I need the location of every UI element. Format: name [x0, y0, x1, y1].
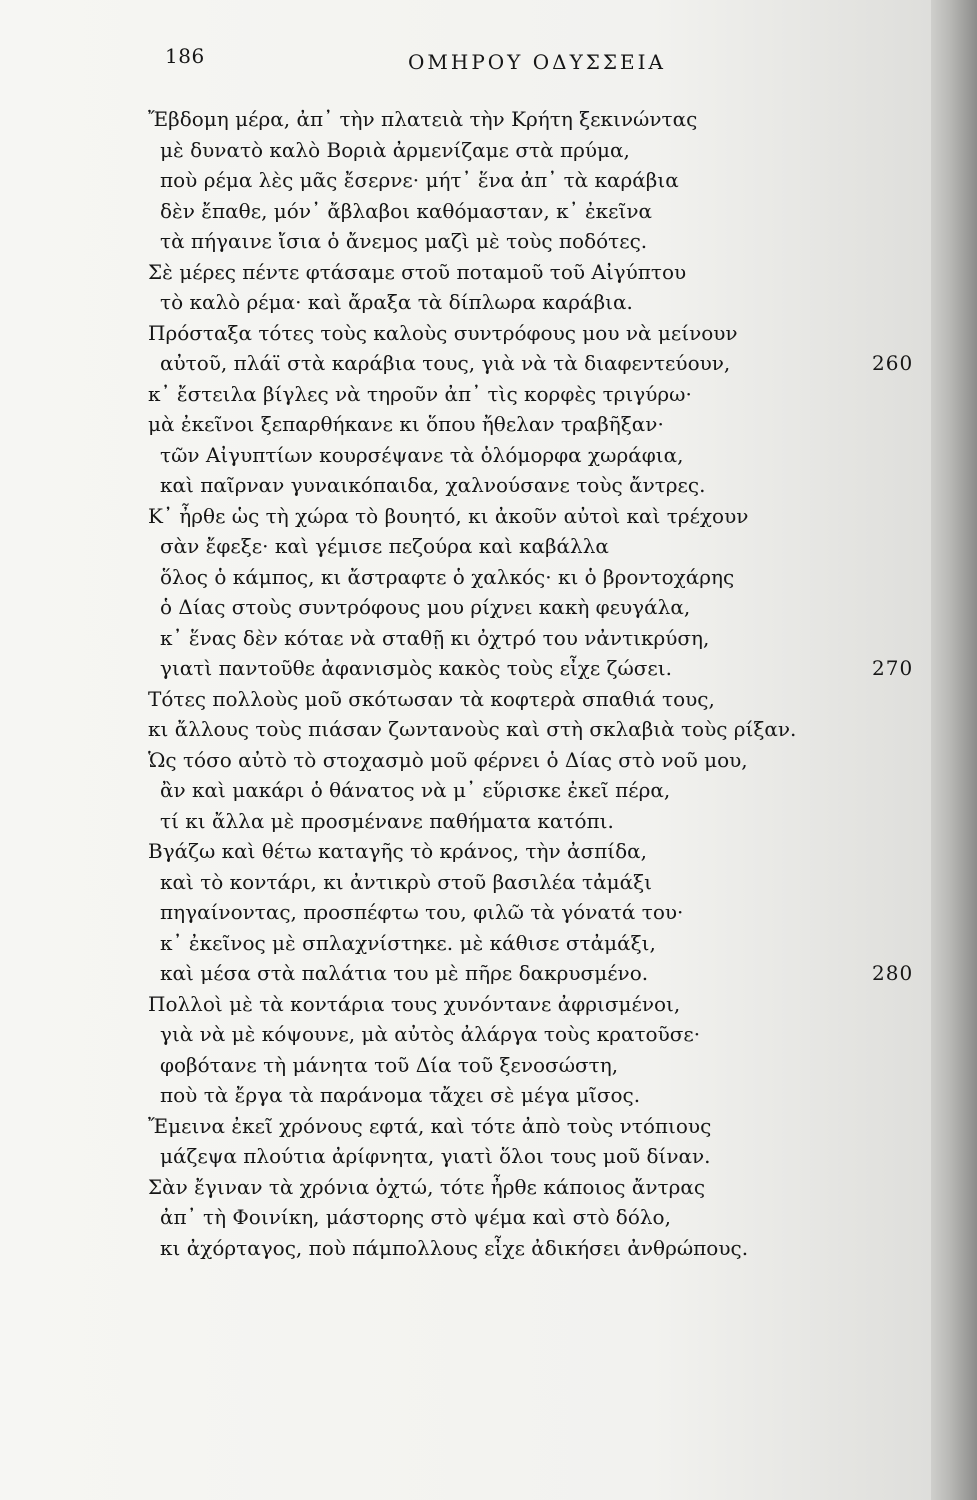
verse-line: [148, 379, 938, 410]
verse-line: [148, 531, 938, 562]
running-title: ΟΜΗΡΟΥ ΟΔΥΣΣΕΙΑ: [408, 50, 666, 74]
verse-line: [148, 592, 938, 623]
line-number: 270: [872, 656, 914, 680]
verse-line: [148, 623, 938, 654]
verse-line: [148, 1233, 938, 1264]
verse-line: [148, 226, 938, 257]
verse-line: [148, 928, 938, 959]
verse-text: μὲ δυνατὸ καλὸ Βοριὰ ἀρμενίζαμε στὰ πρύμα,: [160, 137, 630, 162]
verse-line: [148, 684, 938, 715]
verse-text: γιὰ νὰ μὲ κόψουνε, μὰ αὐτὸς ἀλάργα τοὺς κρατοῦσε·: [160, 1022, 701, 1046]
verse-line: [148, 1202, 938, 1233]
verse-text: σὰν ἔφεξε· καὶ γέμισε πεζούρα καὶ καβάλλα: [160, 534, 609, 558]
verse-line: [148, 897, 938, 928]
verse-line: [148, 867, 938, 898]
verse-line: [148, 1141, 938, 1172]
verse-text: γιατὶ παντοῦθε ἀφανισμὸς κακὸς τοὺς εἶχε ζώσει.: [160, 656, 672, 680]
verse-text: τί κι ἄλλα μὲ προσμένανε παθήματα κατόπι.: [160, 808, 614, 833]
verse-line: [148, 653, 938, 684]
verse-line: [148, 165, 938, 196]
verse-text: φοβότανε τὴ μάνητα τοῦ Δία τοῦ ξενοσώστη,: [160, 1052, 619, 1077]
verse-text: ὁ Δίας στοὺς συντρόφους μου ρίχνει κακὴ φευγάλα,: [160, 595, 691, 619]
verse-text: κι ἀχόρταγος, ποὺ πάμπολλους εἶχε ἀδικήσει ἀνθρώπους.: [160, 1235, 749, 1260]
verse-text: Ἔμεινα ἐκεῖ χρόνους εφτά, καὶ τότε ἀπὸ τοὺς ντόπιους: [148, 1113, 712, 1138]
verse-text: μὰ ἐκεῖνοι ξεπαρθήκανε κι ὅπου ἤθελαν τραβῆξαν·: [148, 412, 664, 436]
verse-text: τὸ καλὸ ρέμα· καὶ ἄραξα τὰ δίπλωρα καράβια.: [160, 290, 633, 314]
verse-line: [148, 318, 938, 349]
verse-line: [148, 135, 938, 166]
verse-line: [148, 989, 938, 1020]
verse-text: ὅλος ὁ κάμπος, κι ἄστραφτε ὁ χαλκός· κι ὁ βροντοχάρης: [160, 564, 735, 589]
verse-text: Ὡς τόσο αὐτὸ τὸ στοχασμὸ μοῦ φέρνει ὁ Δίας στὸ νοῦ μου,: [148, 747, 748, 772]
verse-text: κι ἄλλους τοὺς πιάσαν ζωντανοὺς καὶ στὴ σκλαβιὰ τοὺς ρίξαν.: [148, 717, 797, 741]
verse-line: [148, 440, 938, 471]
verse-text: κ᾿ ἐκεῖνος μὲ σπλαχνίστηκε. μὲ κάθισε στἀμάξι,: [160, 930, 656, 955]
verse-text: καὶ μέσα στὰ παλάτια του μὲ πῆρε δακρυσμένο.: [160, 961, 649, 985]
verse-line: [148, 409, 938, 440]
verse-line: [148, 470, 938, 501]
verse-text: ποὺ τὰ ἔργα τὰ παράνομα τἄχει σὲ μέγα μῖσος.: [160, 1083, 641, 1107]
verse-line: [148, 1172, 938, 1203]
verse-line: [148, 196, 938, 227]
verse-line: [148, 1080, 938, 1111]
verse-line: [148, 1019, 938, 1050]
line-number: 280: [872, 961, 914, 985]
page-number: 186: [165, 44, 205, 68]
verse-line: [148, 562, 938, 593]
verse-line: [148, 775, 938, 806]
verse-text: μάζεψα πλούτια ἀρίφνητα, γιατὶ ὅλοι τους μοῦ δίναν.: [160, 1144, 711, 1168]
verse-text: τὰ πήγαινε ἴσια ὁ ἄνεμος μαζὶ μὲ τοὺς ποδότες.: [160, 229, 648, 253]
verse-text: Τότες πολλοὺς μοῦ σκότωσαν τὰ κοφτερὰ σπαθιά τους,: [148, 686, 715, 711]
verse-text: Ἔβδομη μέρα, ἀπ᾿ τὴν πλατειὰ τὴν Κρήτη ξεκινώντας: [148, 107, 698, 131]
verse-line: [148, 287, 938, 318]
verse-line: [148, 1111, 938, 1142]
line-number: 260: [872, 351, 914, 375]
verse-line: [148, 257, 938, 288]
verse-text: Βγάζω καὶ θέτω καταγῆς τὸ κράνος, τὴν ἀσπίδα,: [148, 839, 648, 863]
verse-text: καὶ τὸ κοντάρι, κι ἀντικρὺ στοῦ βασιλέα τἀμάξι: [160, 869, 652, 894]
verse-text: κ᾿ ἔστειλα βίγλες νὰ τηροῦν ἀπ᾿ τὶς κορφὲς τριγύρω·: [148, 381, 692, 406]
verse-line: [148, 958, 938, 989]
verse-text: καὶ παῖρναν γυναικόπαιδα, χαλνούσανε τοὺς ἄντρες.: [160, 473, 706, 497]
verse-line: [148, 1050, 938, 1081]
verse-lines: [148, 104, 938, 1263]
verse-text: ποὺ ρέμα λὲς μᾶς ἔσερνε· μήτ᾿ ἕνα ἀπ᾿ τὰ καράβια: [160, 168, 679, 192]
verse-line: [148, 501, 938, 532]
verse-line: [148, 714, 938, 745]
verse-text: δὲν ἔπαθε, μόν᾿ ἄβλαβοι καθόμασταν, κ᾿ ἐκεῖνα: [160, 198, 653, 223]
verse-text: ἂν καὶ μακάρι ὁ θάνατος νὰ μ᾿ εὕρισκε ἐκεῖ πέρα,: [160, 778, 671, 802]
verse-text: κ᾿ ἕνας δὲν κόταε νὰ σταθῇ κι ὀχτρό του νἀντικρύση,: [160, 625, 710, 650]
verse-text: πηγαίνοντας, προσπέφτω του, φιλῶ τὰ γόνατά του·: [160, 900, 684, 924]
verse-text: Σὲ μέρες πέντε φτάσαμε στοῦ ποταμοῦ τοῦ Αἰγύπτου: [148, 259, 687, 284]
verse-text: Πολλοὶ μὲ τὰ κοντάρια τους χυνόντανε ἀφρισμένοι,: [148, 991, 681, 1016]
verse-text: ἀπ᾿ τὴ Φοινίκη, μάστορης στὸ ψέμα καὶ στὸ δόλο,: [160, 1205, 671, 1229]
verse-line: [148, 806, 938, 837]
verse-text: Σὰν ἔγιναν τὰ χρόνια ὀχτώ, τότε ἦρθε κάποιος ἄντρας: [148, 1174, 706, 1199]
verse-line: [148, 745, 938, 776]
verse-text: αὐτοῦ, πλάϊ στὰ καράβια τους, γιὰ νὰ τὰ διαφεντεύουν,: [160, 351, 731, 375]
verse-text: Κ᾿ ἦρθε ὡς τὴ χώρα τὸ βουητό, κι ἀκοῦν αὐτοὶ καὶ τρέχουν: [148, 503, 749, 528]
verse-line: [148, 836, 938, 867]
verse-text: τῶν Αἰγυπτίων κουρσέψανε τὰ ὁλόμορφα χωράφια,: [160, 442, 684, 467]
verse-text: Πρόσταξα τότες τοὺς καλοὺς συντρόφους μου νὰ μείνουν: [148, 320, 738, 345]
verse-line: [148, 348, 938, 379]
verse-line: [148, 104, 938, 135]
